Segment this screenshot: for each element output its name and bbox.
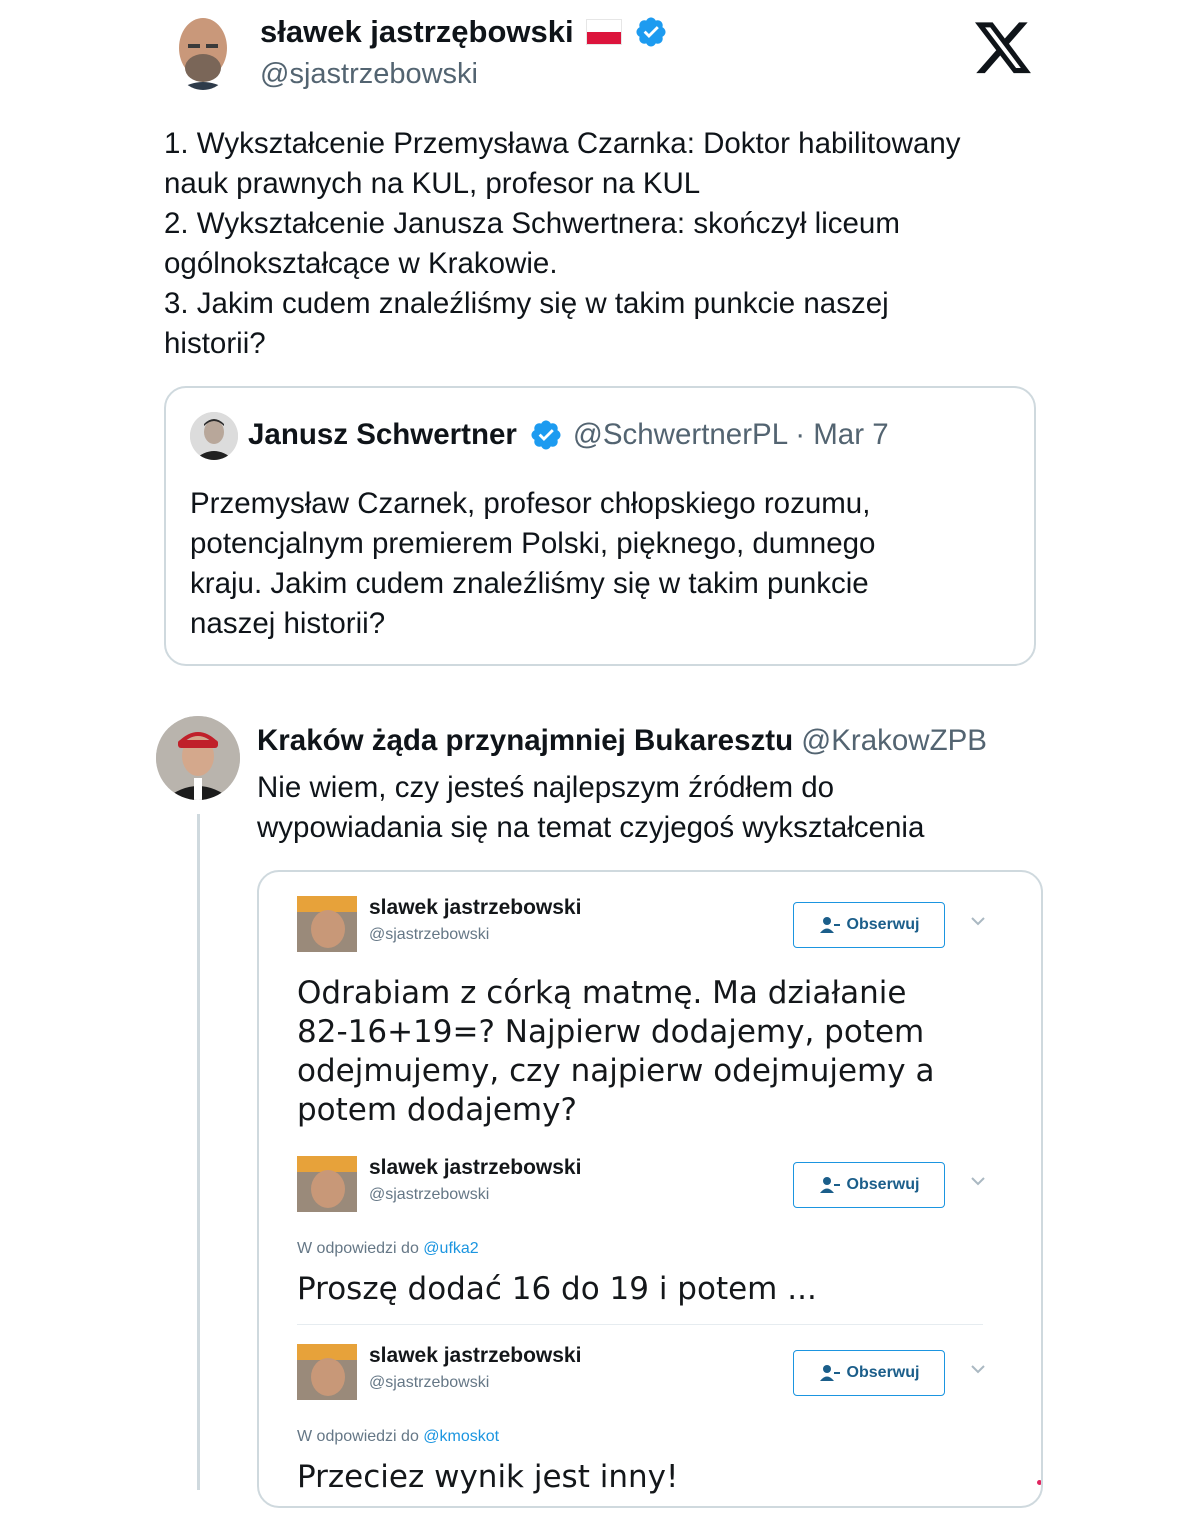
main-author-name[interactable]: sławek jastrzębowski: [260, 14, 574, 49]
screenshot-author-handle: @sjastrzebowski: [369, 1186, 490, 1203]
text-line: potencjalnym premierem Polski, pięknego, dumnego: [190, 527, 876, 560]
screenshot-tweet: [297, 896, 997, 1146]
reply-text: [257, 768, 924, 848]
text-line: 2. Wykształcenie Janusza Schwertnera: skończył liceum: [164, 207, 900, 240]
main-author-avatar[interactable]: [172, 14, 234, 90]
text-line: potem dodajemy?: [297, 1092, 577, 1128]
screenshot-avatar: [297, 1156, 357, 1212]
reply-mention: @kmoskot: [423, 1428, 500, 1445]
text-line: historii?: [164, 327, 266, 360]
reply-prefix: W odpowiedzi do: [297, 1240, 419, 1257]
screenshot-author-handle: @sjastrzebowski: [369, 1374, 490, 1391]
quoted-tweet-text: [190, 484, 1010, 644]
chevron-down-icon: [967, 1358, 989, 1380]
reply-author-avatar[interactable]: [156, 716, 240, 800]
screenshot-avatar: [297, 1344, 357, 1400]
chevron-down-icon: [967, 910, 989, 932]
text-line: ogólnokształcące w Krakowie.: [164, 247, 558, 280]
screenshot-author-name: slawek jastrzebowski: [369, 1156, 582, 1179]
screenshot-avatar: [297, 896, 357, 952]
screenshot-author-name: slawek jastrzebowski: [369, 896, 582, 919]
screenshot-follow-button: [793, 902, 945, 948]
follow-person-icon: [819, 1364, 841, 1382]
follow-label: Obserwuj: [846, 1364, 920, 1381]
main-author-name-row: [260, 14, 668, 50]
screenshot-author-handle: @sjastrzebowski: [369, 926, 490, 943]
chevron-down-icon: [967, 1170, 989, 1192]
reply-attached-image[interactable]: [257, 870, 1043, 1508]
screenshot-tweet: [297, 1344, 997, 1504]
follow-label: Obserwuj: [846, 916, 920, 933]
text-line: Odrabiam z córką matmę. Ma działanie: [297, 975, 907, 1011]
quoted-author-name[interactable]: Janusz Schwertner: [248, 418, 517, 451]
screenshot-tweet: [297, 1156, 997, 1316]
x-logo-icon[interactable]: [975, 22, 1033, 76]
verified-badge-icon: [634, 15, 668, 49]
text-line: kraju. Jakim cudem znaleźliśmy się w takim punkcie: [190, 567, 869, 600]
text-line: Przemysław Czarnek, profesor chłopskiego rozumu,: [190, 487, 871, 520]
text-line: 82-16+19=? Najpierw dodajemy, potem: [297, 1014, 925, 1050]
screenshot-follow-button: [793, 1350, 945, 1396]
follow-person-icon: [819, 916, 841, 934]
quoted-tweet-header: [248, 418, 889, 452]
quoted-author-avatar[interactable]: [190, 412, 238, 460]
text-line: wypowiadania się na temat czyjegoś wykształcenia: [257, 811, 925, 844]
thread-connector-line: [197, 814, 200, 1490]
text-line: 3. Jakim cudem znaleźliśmy się w takim punkcie naszej: [164, 287, 889, 320]
screenshot-tweet-text: Przeciez wynik jest inny!: [297, 1459, 679, 1495]
screenshot-follow-button: [793, 1162, 945, 1208]
text-line: naszej historii?: [190, 607, 386, 640]
follow-person-icon: [819, 1176, 841, 1194]
screenshot-divider: [297, 1324, 983, 1325]
text-line: Nie wiem, czy jesteś najlepszym źródłem do: [257, 771, 835, 804]
decorative-dot: [1037, 1480, 1042, 1485]
screenshot-reply-to: [297, 1240, 479, 1258]
main-author-handle[interactable]: @sjastrzebowski: [260, 58, 478, 90]
reply-prefix: W odpowiedzi do: [297, 1428, 419, 1445]
main-tweet-text: [164, 124, 1064, 364]
screenshot-tweet-text: [297, 974, 934, 1130]
reply-author-name[interactable]: Kraków żąda przynajmniej Bukaresztu: [257, 724, 794, 757]
verified-badge-icon: [529, 418, 563, 452]
quoted-author-handle-date[interactable]: @SchwertnerPL · Mar 7: [572, 418, 889, 451]
reply-mention: @ufka2: [423, 1240, 479, 1257]
text-line: nauk prawnych na KUL, profesor na KUL: [164, 167, 701, 200]
text-line: 1. Wykształcenie Przemysława Czarnka: Doktor habilitowany: [164, 127, 961, 160]
reply-header: [257, 724, 987, 758]
screenshot-reply-to: [297, 1428, 499, 1446]
screenshot-tweet-text: Proszę dodać 16 do 19 i potem ...: [297, 1271, 817, 1307]
screenshot-author-name: slawek jastrzebowski: [369, 1344, 582, 1367]
follow-label: Obserwuj: [846, 1176, 920, 1193]
reply-author-handle[interactable]: @KrakowZPB: [801, 724, 987, 757]
poland-flag-icon: [586, 19, 622, 45]
text-line: odejmujemy, czy najpierw odejmujemy a: [297, 1053, 935, 1089]
quoted-tweet-card[interactable]: [164, 386, 1036, 666]
